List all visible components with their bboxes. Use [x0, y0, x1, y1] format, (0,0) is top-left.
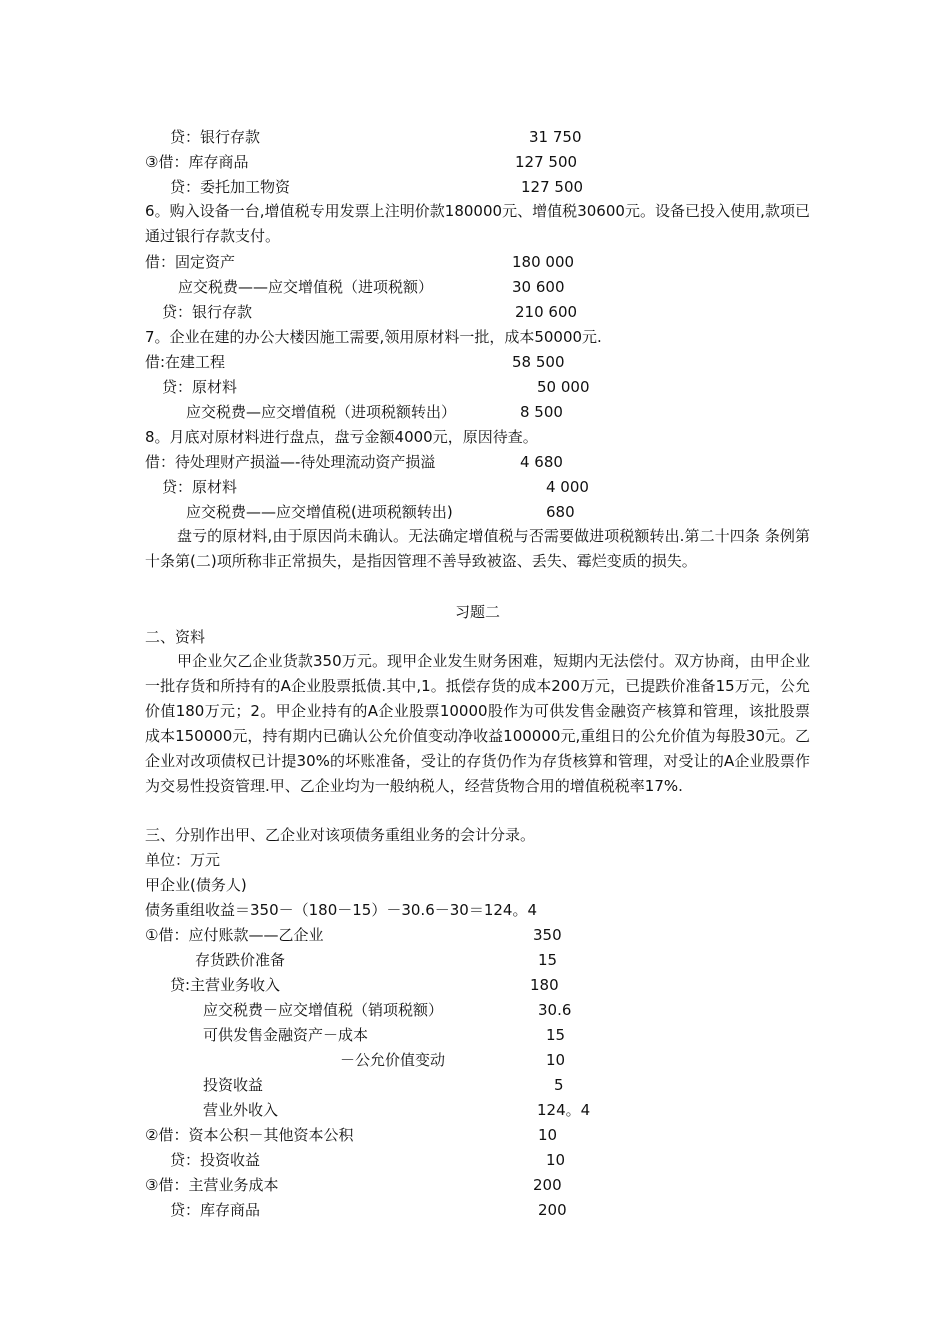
entry-line: 借:在建工程 — [145, 353, 226, 371]
item-7-text: 7。企业在建的办公大楼因施工需要,领用原材料一批，成本50000元. — [145, 328, 602, 346]
entry-line: 借：固定资产 — [145, 253, 236, 271]
entry-amount: 124。4 — [537, 1101, 591, 1119]
entry-amount: 15 — [546, 1026, 566, 1044]
entry-line: 贷：银行存款 — [162, 303, 253, 321]
entry-line: 借：待处理财产损溢—-待处理流动资产损溢 — [145, 453, 436, 471]
gain-formula: 债务重组收益＝350－（180－15）－30.6－30＝124。4 — [145, 901, 538, 919]
material-paragraph: 甲企业欠乙企业货款350万元。现甲企业发生财务困难，短期内无法偿付。双方协商，由甲企业一批存货和所持有的A企业股票抵债.其中,1。抵偿存货的成本200万元，已提跌价准备15万元，公允价值180万元；2。甲企业持有的A企业股票10000股作为可供发售金融资产核算和管理，该批股票成本150000元，持有期内已确认公允价值变动净收益100000元,重组日的公允价值为每股30元。乙企业对改项债权已计提30%的坏账准备，受让的存货仍作为存货核算和管理，对受让的A企业股票作为交易性投资管理.甲、乙企业均为一般纳税人，经营货物合用的增值税税率17%. — [145, 652, 810, 795]
debtor-label: 甲企业(债务人) — [145, 876, 247, 894]
entry-amount: 31 750 — [529, 128, 582, 146]
entry-line: 可供发售金融资产－成本 — [203, 1026, 369, 1044]
entry-amount: 200 — [533, 1176, 562, 1194]
entry-amount: 10 — [546, 1151, 566, 1169]
entry-line: 应交税费—应交增值税（进项税额转出） — [186, 403, 457, 421]
entry-line: 应交税费——应交增值税（进项税额） — [178, 278, 434, 296]
entry-line: 贷：银行存款 — [170, 128, 261, 146]
entry-amount: 180 000 — [512, 253, 575, 271]
exercise-title: 习题二 — [454, 603, 500, 621]
entry-amount: 350 — [533, 926, 562, 944]
item-6-text: 6。购入设备一台,增值税专用发票上注明价款180000元、增值税30600元。设备已投入使用,款项已通过银行存款支付。 — [145, 202, 810, 245]
entry-amount: 58 500 — [512, 353, 565, 371]
entry-line: 贷：原材料 — [162, 478, 238, 496]
entry-line: 贷：原材料 — [162, 378, 238, 396]
entry-amount: 180 — [530, 976, 559, 994]
entry-line: 应交税费－应交增值税（销项税额） — [203, 1001, 444, 1019]
section-heading: 二、资料 — [145, 628, 206, 646]
entry-amount: 210 600 — [515, 303, 578, 321]
entry-line: 营业外收入 — [203, 1101, 279, 1119]
entry-line: 贷：委托加工物资 — [170, 178, 291, 196]
entry-line: 投资收益 — [203, 1076, 264, 1094]
entry-line: 贷：投资收益 — [170, 1151, 261, 1169]
entry-line: ①借：应付账款——乙企业 — [145, 926, 324, 944]
entry-line: ③借：主营业务成本 — [145, 1176, 279, 1194]
entry-line: ②借：资本公积－其他资本公积 — [145, 1126, 354, 1144]
entry-line: 存货跌价准备 — [195, 951, 286, 969]
entry-amount: 15 — [538, 951, 558, 969]
entry-line: ③借：库存商品 — [145, 153, 249, 171]
entry-amount: 8 500 — [520, 403, 563, 421]
entry-amount: 50 000 — [537, 378, 590, 396]
entry-amount: 127 500 — [521, 178, 584, 196]
entry-amount: 10 — [538, 1126, 558, 1144]
unit-label: 单位：万元 — [145, 851, 221, 869]
entry-amount: 30 600 — [512, 278, 565, 296]
entry-amount: 10 — [546, 1051, 566, 1069]
section-heading: 三、分别作出甲、乙企业对该项债务重组业务的会计分录。 — [145, 826, 536, 844]
item-8-text: 8。月底对原材料进行盘点，盘亏金额4000元，原因待查。 — [145, 428, 538, 446]
entry-amount: 127 500 — [515, 153, 578, 171]
entry-amount: 30.6 — [538, 1001, 572, 1019]
entry-line: 贷：库存商品 — [170, 1201, 261, 1219]
entry-amount: 4 000 — [546, 478, 589, 496]
entry-amount: 4 680 — [520, 453, 563, 471]
entry-line: 贷:主营业务收入 — [170, 976, 281, 994]
entry-line: －公允价值变动 — [340, 1051, 446, 1069]
note-paragraph: 盘亏的原材料,由于原因尚未确认。无法确定增值税与否需要做进项税额转出.第二十四条 条例第十条第(二)项所称非正常损失，是指因管理不善导致被盗、丢失、霉烂变质的损失。 — [145, 527, 810, 570]
entry-amount: 200 — [538, 1201, 567, 1219]
entry-line: 应交税费——应交增值税(进项税额转出) — [186, 503, 453, 521]
entry-amount: 680 — [546, 503, 575, 521]
entry-amount: 5 — [554, 1076, 564, 1094]
